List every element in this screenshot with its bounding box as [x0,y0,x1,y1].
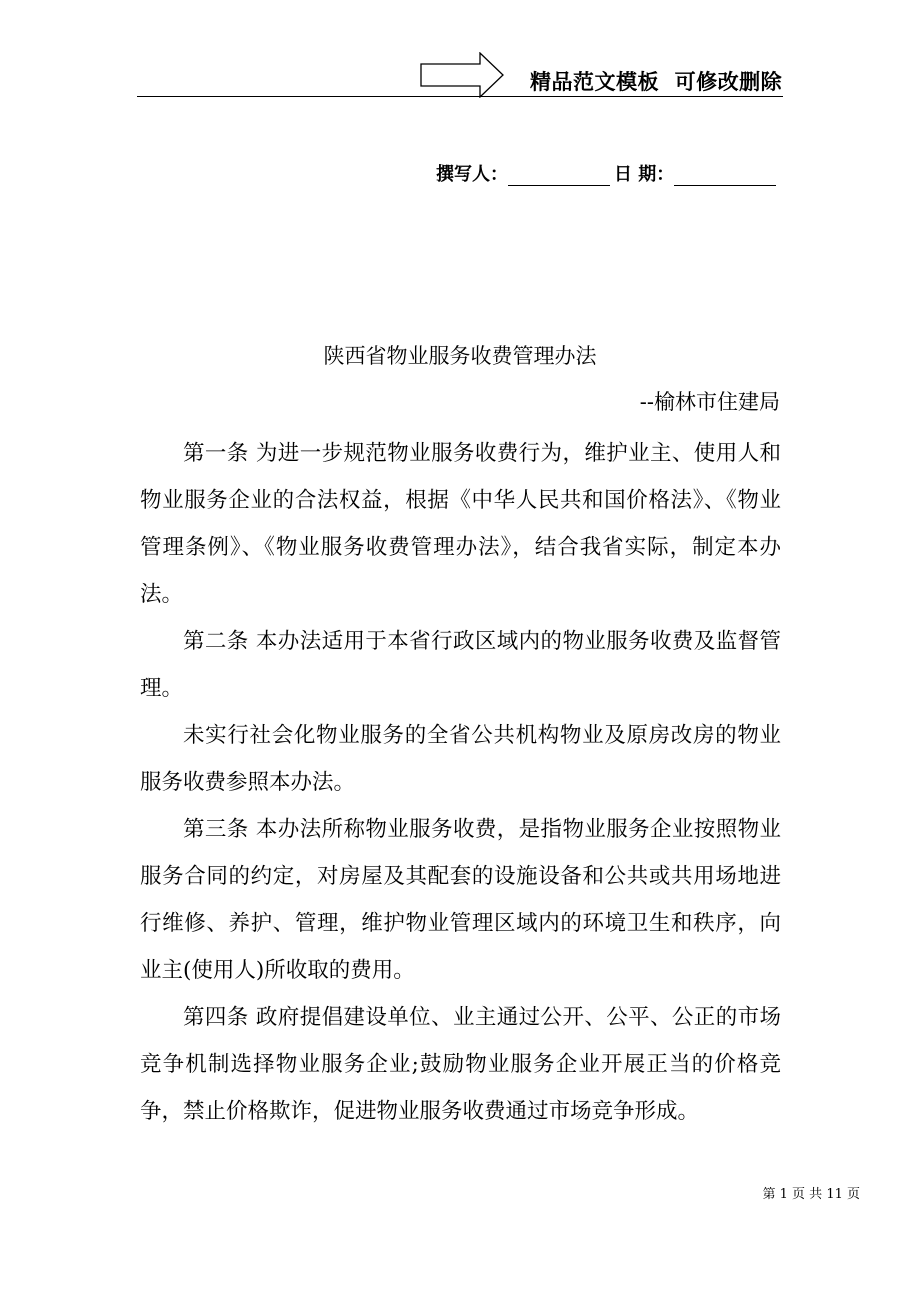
date-blank-line [674,167,776,186]
paragraph-article-1: 第一条 为进一步规范物业服务收费行为，维护业主、使用人和物业服务企业的合法权益，根据《中华人民共和国价格法》、《物业管理条例》、《物业服务收费管理办法》，结合我省实际，制定本办法。 [140,441,781,607]
paragraph-article-2: 第二条 本办法适用于本省行政区域内的物业服务收费及监督管理。 [140,629,781,701]
header-divider [137,96,783,97]
author-blank-line [508,167,610,186]
header-title: 精品范文模板 可修改删除 [530,70,783,94]
paragraph-article-4: 第四条 政府提倡建设单位、业主通过公开、公平、公正的市场竞争机制选择物业服务企业;鼓励物业服务企业开展正当的价格竞争，禁止价格欺诈，促进物业服务收费通过市场竞争形成。 [140,1005,781,1124]
document-title: 陕西省物业服务收费管理办法 [323,344,597,368]
right-arrow-icon [420,52,504,98]
meta-row [436,160,776,186]
document-source: --榆林市住建局 [639,390,780,414]
document-body [140,430,781,1135]
date-label: 日 期： [614,164,675,185]
author-label: 撰写人： [436,164,508,185]
paragraph-article-2-note: 未实行社会化物业服务的全省公共机构物业及原房改房的物业服务收费参照本办法。 [140,723,781,795]
paragraph-article-3: 第三条 本办法所称物业服务收费，是指物业服务企业按照物业服务合同的约定，对房屋及其配套的设施设备和公共或共用场地进行维修、养护、管理，维护物业管理区域内的环境卫生和秩序，向业主(使用人)所收取的费用。 [140,817,781,983]
page-number: 第 1 页 共 11 页 [762,1187,860,1202]
